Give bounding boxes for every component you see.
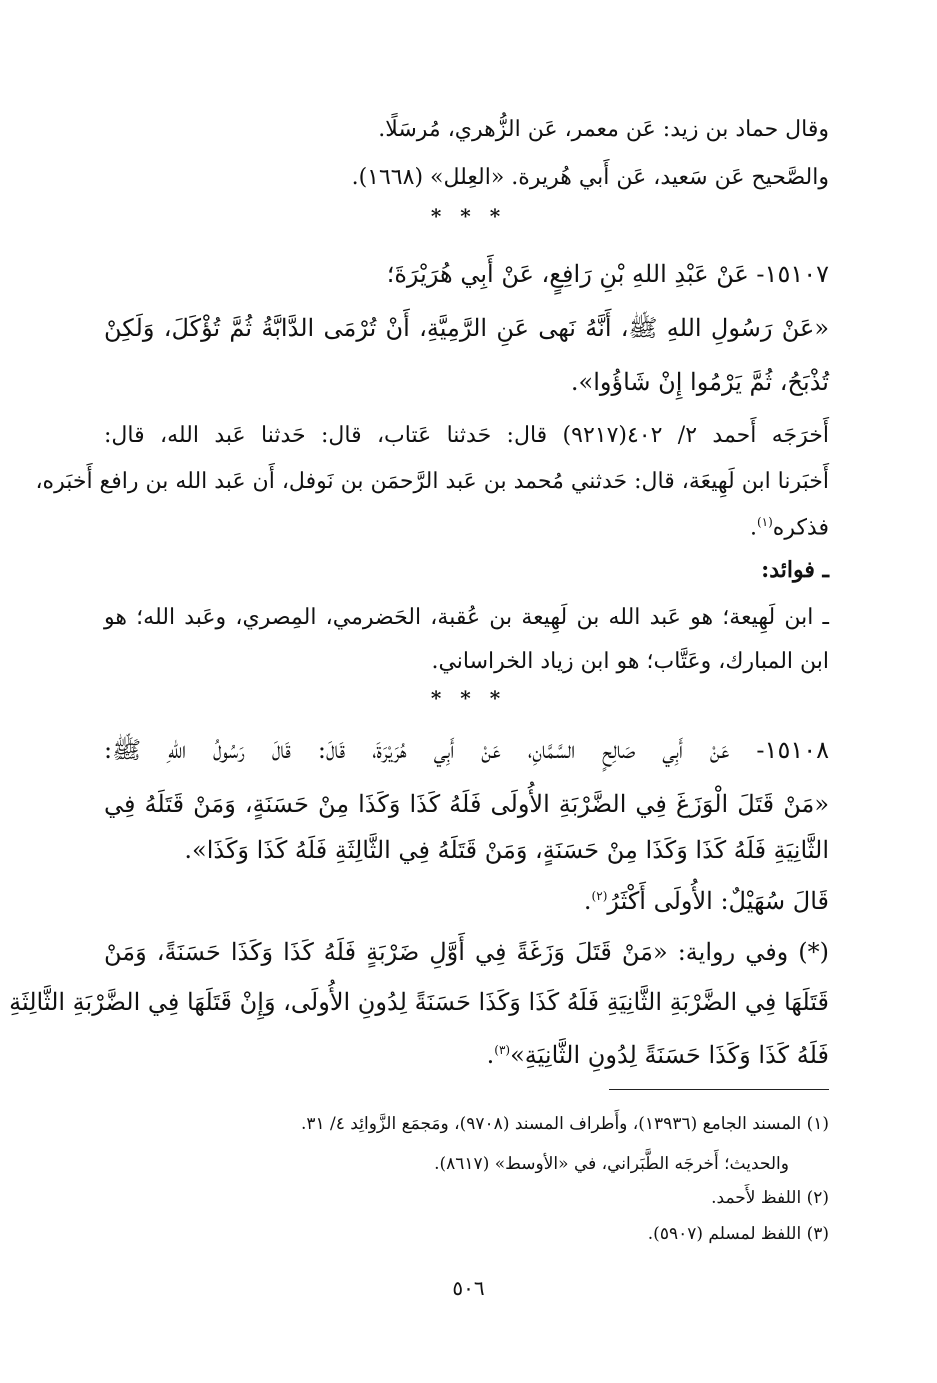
suhail-text: قَالَ سُهَيْلٌ: الأُولَى أَكْثَرُ <box>607 887 829 915</box>
takhrij-end: . <box>749 515 757 541</box>
footnote-2: (٢) اللفظ لأَحمد. <box>711 1188 829 1208</box>
hadith-heading: ١٥١٠٨- عَنْ أَبِي صَالِحٍ السَّمَّانِ، عَنْ أَبِي هُرَيْرَةَ، قَالَ: قَالَ رَسُولُ اللهِ ﷺ: <box>104 736 829 764</box>
riwaya-end: . <box>486 1041 495 1069</box>
footnote-ref: (٣) <box>494 1043 511 1057</box>
hadith-text-line <box>104 878 829 919</box>
riwaya-line: قَتَلَهَا فِي الضَّرْبَةِ الثَّانِيَةِ فَلَهُ كَذَا وَكَذَا حَسَنَةً لِدُونِ الأُولَى، وَإِنْ قَتَلَهَا فِي الضَّرْبَةِ الثَّالِثَةِ <box>9 988 829 1016</box>
takhrij-line <box>104 504 829 546</box>
riwaya-line: (*) وفي رواية: «مَنْ قَتَلَ وَزَغَةً فِي أَوَّلِ ضَرْبَةٍ فَلَهُ كَذَا وَكَذَا حَسَنَةً، وَمَنْ <box>104 938 829 966</box>
footnote-3: (٣) اللفظ لمسلم (٥٩٠٧). <box>647 1224 829 1244</box>
hadith-text-line: الثَّانِيَةِ فَلَهُ كَذَا وَكَذَا مِنْ حَسَنَةٍ، وَمَنْ قَتَلَهُ فِي الثَّالِثَةِ فَلَهُ كَذَا وَكَذَا». <box>184 836 829 864</box>
hadith-text-line: «مَنْ قَتَلَ الْوَزَغَ فِي الضَّرْبَةِ الأُولَى فَلَهُ كَذَا وَكَذَا مِنْ حَسَنَةٍ، وَمَنْ قَتَلَهُ فِي <box>104 790 829 818</box>
footnote-ref: (٢) <box>591 889 608 903</box>
section-separator: * * * <box>430 686 507 710</box>
footnote-ref: (١) <box>756 515 773 529</box>
riwaya-line <box>104 1032 829 1073</box>
footnote-1: (١) المسند الجامع (١٣٩٣٦)، وأَطراف المسند (٩٧٠٨)، ومَجمَع الزَّوائِد ٤/ ٣١. <box>300 1114 829 1134</box>
hadith-heading: ١٥١٠٧- عَنْ عَبْدِ اللهِ بْنِ رَافِعٍ، عَنْ أَبِي هُرَيْرَةَ؛ <box>386 260 829 288</box>
takhrij-line: أَخبَرنا ابن لَهِيعَة، قال: حَدثني مُحمد بن عَبد الرَّحمَن بن نَوفل، أَن عَبد الله بن رافع أَخبَره، <box>35 469 829 494</box>
fawaid-heading: ـ فوائد: <box>761 557 829 583</box>
page-number: ٥٠٦ <box>452 1276 485 1300</box>
section-separator: * * * <box>430 204 507 228</box>
text-line: والصَّحيح عَن سَعيد، عَن أَبي هُريرة. «العِلل» (١٦٦٨). <box>351 165 829 190</box>
takhrij-line: أَخرَجَه أَحمد ٢/ ٤٠٢(٩٢١٧) قال: حَدثنا عَتاب، قال: حَدثنا عَبد الله، قال: <box>104 423 829 448</box>
fawaid-line: ابن المبارك، وعَتَّاب؛ هو ابن زياد الخراساني. <box>431 649 829 674</box>
takhrij-text: فذكره <box>772 515 829 541</box>
suhail-end: . <box>583 887 592 915</box>
riwaya-text: فَلَهُ كَذَا وَكَذَا حَسَنَةً لِدُونِ الثَّانِيَةِ» <box>510 1041 829 1069</box>
footnote-divider <box>609 1089 829 1090</box>
hadith-text-line: تُذْبَحُ، ثُمَّ يَرْمُوا إِنْ شَاؤُوا». <box>570 368 829 396</box>
fawaid-line: ـ ابن لَهِيعة؛ هو عَبد الله بن لَهِيعة بن عُقبة، الحَضرمي، المِصري، وعَبد الله؛ هو <box>104 605 829 630</box>
text-line: وقال حماد بن زيد: عَن معمر، عَن الزُّهري، مُرسَلًا. <box>378 117 829 142</box>
footnote-1-continued: والحديث؛ أَخرجَه الطَّبَراني، في «الأوسط» (٨٦١٧). <box>434 1154 789 1174</box>
hadith-text-line: «عَنْ رَسُولِ اللهِ ﷺ، أَنَّهُ نَهى عَنِ الرَّمِيَّةِ، أَنْ تُرْمَى الدَّابَّةُ ثُمَّ تُؤْكَلَ، وَلَكِنْ <box>104 314 829 342</box>
